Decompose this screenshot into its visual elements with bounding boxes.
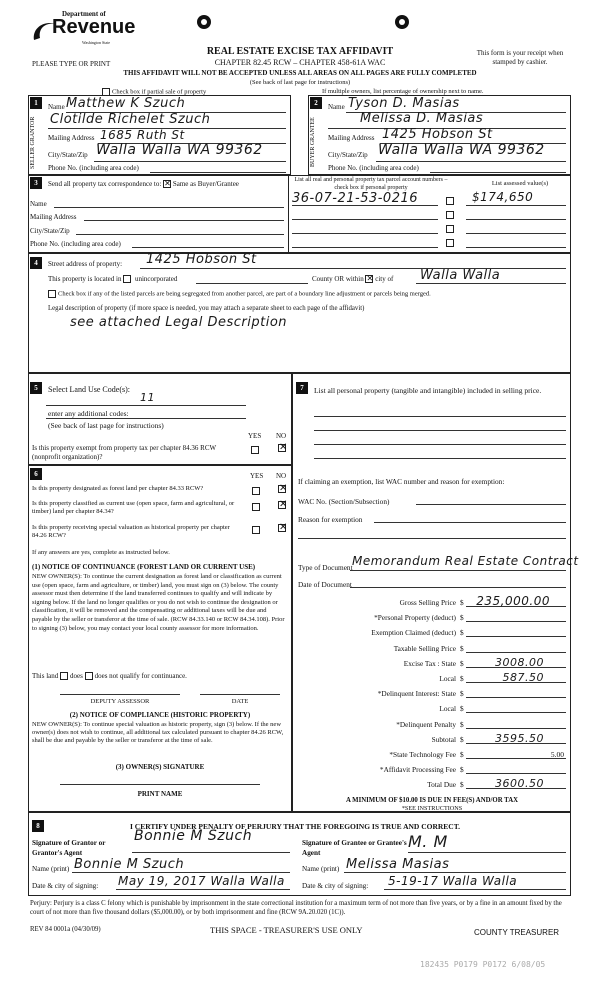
perjury-notice: Perjury: Perjury is a class C felony which is punishable by imprisonment in the state correctional institution for a maximum term of not more than five years, or by a fine in an amount fixed by the court of not more than five thousand dollars ($5,000.00), or by both imprisonment and fine (RCW 9A.20.020 (1C)). [30,900,562,916]
dollar-sign-icon: $ [460,765,464,775]
print-name-label: PRINT NAME [137,790,183,798]
grantor-date-label: Date & city of signing: [32,882,99,890]
seller-name-2[interactable]: Clotilde Richelet Szuch [50,112,211,127]
yes-header: YES [250,472,264,480]
personal-property-checkbox[interactable] [446,225,454,233]
corr-phone-label: Phone No. (including area code) [30,240,121,248]
grantee-signature[interactable]: M. M [408,832,448,851]
forest-yes-checkbox[interactable] [252,487,260,495]
section-number: 6 [30,468,42,480]
partial-sale-label: Check box if partial sale of property [112,88,207,96]
current-use-no-checkbox[interactable]: ✕ [279,499,288,510]
corr-name-label: Name [30,200,47,208]
reason-label: Reason for exemption [298,515,363,524]
located-in-label: This property is located in [48,275,122,283]
dollar-sign-icon: $ [460,598,464,607]
current-use-yes-checkbox[interactable] [252,503,260,511]
this-land-label: This land [32,672,59,680]
continuance-row [32,672,187,680]
grantor-signature-label: Signature of Grantor or Grantor's Agent [32,839,106,857]
tax-row-label: Taxable Selling Price [393,643,456,653]
historic-yes-checkbox[interactable] [252,526,260,534]
section-number: 4 [30,257,42,269]
parcel-header: List all real and personal property tax parcel account numbers – check box if personal property [294,177,448,191]
forest-land-question: Is this property designated as forest land per chapter 84.33 RCW? [32,485,204,492]
land-use-label: Select Land Use Code(s): [48,385,130,394]
grantee-date-label: Date & city of signing: [302,882,369,890]
tax-row-label: Local [439,704,456,714]
grantor-signature[interactable]: Bonnie M Szuch [134,828,253,844]
tax-row-label: Local [439,674,456,683]
tax-row-value[interactable]: 3008.00 [495,655,544,669]
segregated-checkbox[interactable] [48,290,56,298]
dollar-sign-icon: $ [460,613,464,623]
yes-header: YES [248,432,262,440]
treasurer-stamp: 182435 P0179 P0172 6/08/05 [420,960,546,969]
assessed-value[interactable]: $174,650 [472,190,534,204]
see-back-note: (See back of last page for instructions) [249,79,351,86]
within-label: within [345,275,364,283]
personal-property-checkbox[interactable] [446,239,454,247]
section-7-tax [292,373,571,812]
tax-row-value[interactable]: 5.00 [550,750,564,759]
current-use-question: Is this property classified as current use (open space, farm and agricultural, or timber) land per chapter 84.34? [32,500,235,515]
does-not-label: does not [94,672,119,680]
dept-top: Department of [62,10,106,18]
exempt-no-checkbox[interactable]: ✕ [279,442,288,453]
same-as-buyer-checkbox[interactable]: ✕ [164,179,171,189]
grantor-name-label: Name (print) [32,865,70,873]
if-yes-note: If any answers are yes, complete as instructed below. [32,549,170,556]
legal-description[interactable]: see attached Legal Description [70,315,288,330]
buyer-side-label: BUYER GRANTEE [310,117,316,168]
tax-row-label: *Delinquent Penalty [396,719,456,729]
legal-label: Legal description of property (if more space is needed, you may attach a separate sheet to each page of the affidavit) [48,305,365,312]
dollar-sign-icon: $ [460,643,464,653]
punch-hole-icon [196,14,212,30]
rev-number: REV 84 0001a (04/30/09) [30,926,101,933]
minimum-fee-note: A MINIMUM OF $10.00 IS DUE IN FEE(S) AND/OR TAX [345,797,519,804]
owner-signature-title: (3) OWNER(S) SIGNATURE [115,763,205,771]
dollar-sign-icon: $ [460,628,464,638]
dollar-sign-icon: $ [460,658,464,668]
corr-mailing-label: Mailing Address [30,213,77,221]
tax-row-label: *Affidavit Processing Fee [379,765,456,775]
land-use-code[interactable]: 11 [140,391,155,404]
seller-name-label: Name [48,103,65,111]
dollar-sign-icon: $ [460,719,464,729]
street-label: Street address of property: [48,260,123,268]
assessed-header: List assessed value(s) [491,180,549,187]
grantor-name[interactable]: Bonnie M Szuch [74,857,185,872]
no-header: NO [276,432,287,440]
see-instructions: *SEE INSTRUCTIONS [401,805,463,812]
section-number: 8 [32,820,44,832]
tax-row-label: Total Due [427,780,456,790]
unincorporated-label: unincorporated [134,275,178,283]
treasurer-space: THIS SPACE - TREASURER'S USE ONLY [210,925,363,935]
punch-hole-icon [394,14,410,30]
personal-property-label: List all personal property (tangible and intangible) included in selling price. [314,386,542,395]
county-treasurer: COUNTY TREASURER [474,928,560,937]
segregated-label: Check box if any of the listed parcels are being segregated from another parcel, are part of a boundary line adjustment or parcels being merged. [58,290,431,298]
buyer-city[interactable]: Walla Walla WA 99362 [378,142,545,158]
certify-statement: I CERTIFY UNDER PENALTY OF PERJURY THAT THE FOREGOING IS TRUE AND CORRECT. [130,822,461,831]
land-use-see-back: (See back of last page for instructions) [48,421,164,430]
tax-row-value[interactable]: 3600.50 [495,777,544,791]
buyer-name-label: Name [328,103,345,111]
tax-row-value[interactable]: 587.50 [502,671,544,684]
tax-row-label: *Personal Property (deduct) [374,613,456,623]
date-label: DATE [231,698,249,705]
send-correspondence [48,180,239,188]
no-header: NO [276,472,287,480]
dollar-sign-icon: $ [460,750,464,759]
personal-property-checkbox[interactable] [446,197,454,205]
seller-phone-label: Phone No. (including area code) [48,164,139,172]
section-number: 2 [310,97,322,109]
additional-codes-label: enter any additional codes: [48,409,129,418]
grantee-name[interactable]: Melissa Masias [346,857,450,872]
multiple-owners-note: If multiple owners, list percentage of ownership next to name. [322,88,484,95]
exempt-question: Is this property exempt from property tax per chapter 84.36 RCW (nonprofit organization)? [32,444,216,461]
same-as-label: Same as Buyer/Grantee [172,180,239,188]
seller-city[interactable]: Walla Walla WA 99362 [96,142,263,158]
forest-no-checkbox[interactable]: ✕ [279,483,288,494]
qualify-label: qualify for continuance. [119,672,187,680]
notice-compliance-title: (2) NOTICE OF COMPLIANCE (HISTORIC PROPERTY) [69,711,251,719]
dollar-sign-icon: $ [460,780,464,790]
does-checkbox[interactable] [60,672,68,680]
not-accepted-notice: THIS AFFIDAVIT WILL NOT BE ACCEPTED UNLESS ALL AREAS ON ALL PAGES ARE FULLY COMPLETED [123,69,477,77]
tax-row-label: Excise Tax : State [403,658,456,668]
county-or-row [312,275,393,283]
doc-type-value[interactable]: Memorandum Real Estate Contract [352,554,579,568]
grantee-name-label: Name (print) [302,865,340,873]
buyer-name[interactable]: Tyson D. Masias [348,96,460,111]
dollar-sign-icon: $ [460,704,464,714]
dept-state: Washington State [82,40,111,45]
seller-name[interactable]: Matthew K Szuch [66,96,186,111]
dollar-sign-icon: $ [460,689,464,699]
seller-mailing-label: Mailing Address [48,134,95,142]
section-number: 5 [30,382,42,394]
seller-city-label: City/State/Zip [48,151,88,159]
tax-row-label: Exemption Claimed (deduct) [371,628,456,638]
unincorporated-checkbox[interactable] [123,275,131,283]
tax-row-label: Gross Selling Price [399,598,456,607]
buyer-mailing[interactable]: 1425 Hobson St [382,127,493,142]
dollar-sign-icon: $ [460,734,464,744]
seller-mailing[interactable]: 1685 Ruth St [100,128,185,142]
form-title: REAL ESTATE EXCISE TAX AFFIDAVIT [206,46,394,57]
city-of-label: city of [375,275,394,283]
section-6-designations [28,465,292,812]
exempt-yes-checkbox[interactable] [251,446,259,454]
property-city[interactable]: Walla Walla [420,268,501,283]
buyer-name-2[interactable]: Melissa D. Masias [360,111,484,126]
doc-date-label: Date of Document [298,580,352,589]
notice-continuance-title: (1) NOTICE OF CONTINUANCE (FOREST LAND OR CURRENT USE) [32,563,256,571]
tax-row-label: *State Technology Fee [389,750,456,759]
buyer-city-label: City/State/Zip [328,151,368,159]
doc-type-label: Type of Document [298,563,353,572]
county-or-label: County OR [312,275,345,283]
receipt-note: This form is your receipt when stamped by cashier. [476,49,564,66]
buyer-phone-label: Phone No. (including area code) [328,164,419,172]
exemption-label: If claiming an exemption, list WAC number and reason for exemption: [298,477,505,486]
tax-row-label: *Delinquent Interest: State [377,689,456,699]
tax-row-value[interactable]: 235,000.00 [476,594,550,608]
notice-compliance-body: NEW OWNER(S): To continue special valuation as historic property, sign (3) below. If the new owner(s) does not wish to continue, all additional tax calculated pursuant to chapter 84.26 RCW, shall be due and payable by the seller or transferor at the time of sale. [32,721,284,745]
does-not-checkbox[interactable] [85,672,93,680]
personal-property-checkbox[interactable] [446,211,454,219]
seller-side-label: SELLER GRANTOR [30,116,36,169]
grantor-date-city[interactable]: May 19, 2017 Walla Walla [118,874,285,888]
wac-label: WAC No. (Section/Subsection) [298,497,390,506]
located-in-row [48,275,177,283]
parcel-number[interactable]: 36-07-21-53-0216 [292,191,419,206]
does-label: does [70,672,83,680]
historic-no-checkbox[interactable]: ✕ [279,522,288,533]
deputy-assessor-label: DEPUTY ASSESSOR [90,698,150,705]
send-label: Send all property tax correspondence to: [48,180,162,188]
buyer-mailing-label: Mailing Address [328,134,375,142]
grantee-signature-label: Signature of Grantee or Grantee's Agent [302,839,407,857]
notice-continuance-body: NEW OWNER(S): To continue the current designation as forest land or classification as current use (open space, farm and agriculture, or timber) land, you must sign on (3) below. The county assessor must then determine if the land transferred continues to qualify and will indicate by signing below. If the land no longer qualifies or you do not wish to continue the designation or classification, it will be removed and the compensating or additional taxes will be due and payable by the seller or transferor at the time of sale. (RCW 84.33.140 or RCW 84.34.108). Prior to signing (3) below, you may contact your local county assessor for more information. [32,573,285,632]
tax-row-label: Subtotal [431,734,456,744]
dollar-sign-icon: $ [460,674,464,683]
section-number: 7 [296,382,308,394]
form-chapter: CHAPTER 82.45 RCW – CHAPTER 458-61A WAC [214,58,386,67]
dept-name: Revenue [52,16,136,38]
city-of-checkbox[interactable]: ✕ [366,274,374,284]
grantee-date-city[interactable]: 5-19-17 Walla Walla [388,874,518,888]
street-address[interactable]: 1425 Hobson St [146,252,257,267]
revenue-logo [30,10,136,52]
corr-city-label: City/State/Zip [30,227,70,235]
tax-row-value[interactable]: 3595.50 [495,731,544,745]
section-number: 1 [30,97,42,109]
section-number: 3 [30,177,42,189]
type-or-print: PLEASE TYPE OR PRINT [32,60,111,68]
segregated-row [48,290,431,298]
historic-question: Is this property receiving special valuation as historical property per chapter 84.26 RCW? [32,524,230,539]
